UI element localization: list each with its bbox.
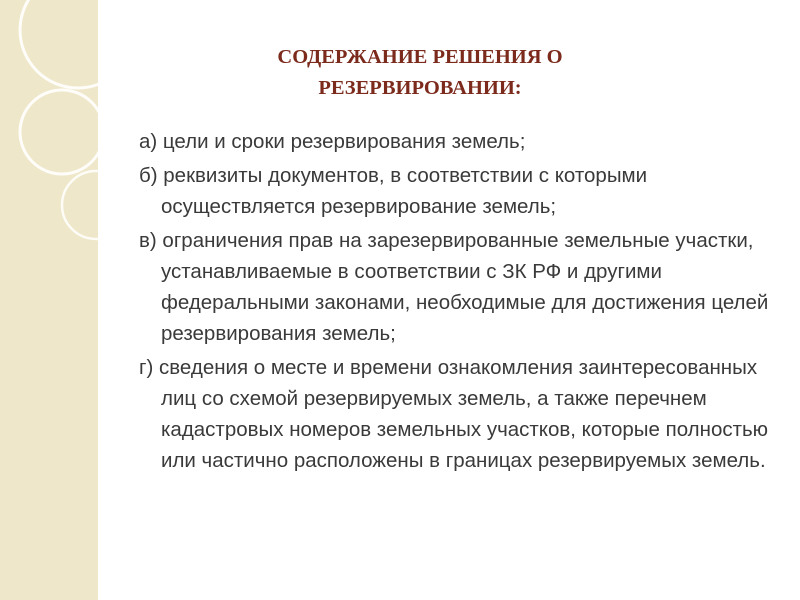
content-list bbox=[139, 126, 779, 479]
decorative-ring-large bbox=[20, 0, 98, 88]
decorative-ring-small bbox=[62, 171, 98, 239]
list-item: б) реквизиты документов, в соответствии с которыми осуществляется резервирование земель; bbox=[139, 164, 648, 218]
slide-title bbox=[200, 42, 640, 104]
slide-title-line-2: РЕЗЕРВИРОВАНИИ: bbox=[318, 77, 522, 99]
list-item: в) ограничения прав на зарезервированные земельные участки, устанавливаемые в соответствии с ЗК РФ и другими федеральными законами, необходимые для достижения целей резервирования земель; bbox=[139, 229, 769, 345]
slide-title-line-1: СОДЕРЖАНИЕ РЕШЕНИЯ О bbox=[277, 46, 563, 68]
list-item: а) цели и сроки резервирования земель; bbox=[139, 130, 526, 153]
decorative-ring-medium bbox=[20, 90, 98, 174]
list-item: г) сведения о месте и времени ознакомления заинтересованных лиц со схемой резервируемых земель, а также перечнем кадастровых номеров земельных участков, которые полностью или частично расположены в границах резервируемых земель. bbox=[139, 356, 769, 472]
decorative-side-panel bbox=[0, 0, 98, 600]
decorative-circles bbox=[0, 0, 98, 600]
